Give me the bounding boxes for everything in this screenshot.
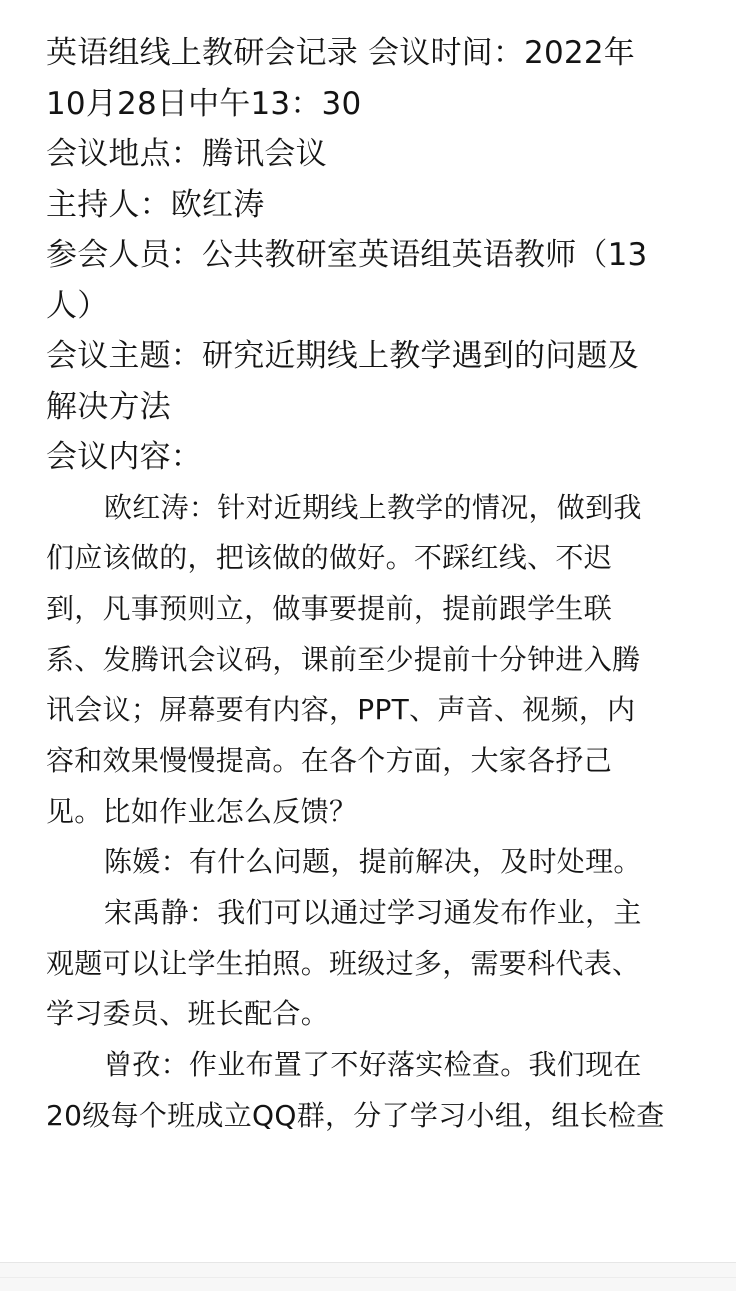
paragraph-line: 容和效果慢慢提高。在各个方面，大家各抒己: [46, 743, 613, 777]
meeting-time-line: 10月28日中午13：30: [46, 85, 362, 122]
meeting-content-heading: 会议内容：: [46, 439, 202, 475]
paragraph-line: 到，凡事预则立，做事要提前，提前跟学生联: [46, 591, 613, 625]
bottom-divider-area: [0, 1262, 736, 1291]
paragraph-line: 宋禹静：我们可以通过学习通发布作业，主: [104, 896, 642, 929]
paragraph-line: 系、发腾讯会议码，课前至少提前十分钟进入腾: [46, 642, 641, 676]
meeting-topic-line-cont: 解决方法: [46, 388, 171, 425]
paragraph-line: 观题可以让学生拍照。班级过多，需要科代表、: [46, 946, 641, 980]
paragraph-line: 欧红涛：针对近期线上教学的情况，做到我: [104, 490, 642, 524]
paragraph-line: 曾孜：作业布置了不好落实检查。我们现在: [104, 1048, 642, 1082]
attendees-line: 参会人员：公共教研室英语组英语教师（13: [46, 237, 648, 273]
attendees-line-cont: 人）: [46, 287, 109, 324]
host-line: 主持人：欧红涛: [46, 186, 265, 223]
paragraph-line: 讯会议；屏幕要有内容，PPT、声音、视频，内: [46, 693, 636, 727]
paragraph-line: 见。比如作业怎么反馈？: [46, 794, 358, 828]
meeting-location-line: 会议地点：腾讯会议: [46, 136, 327, 172]
paragraph-line: 陈媛：有什么问题，提前解决，及时处理。: [104, 845, 642, 879]
paragraph-line: 们应该做的，把该做的做好。不踩红线、不迟: [46, 541, 613, 575]
bottom-divider: [0, 1277, 736, 1278]
paragraph-line: 学习委员、班长配合。: [46, 997, 330, 1031]
doc-title-line: 英语组线上教研会记录 会议时间：2022年: [46, 35, 635, 71]
meeting-topic-line: 会议主题：研究近期线上教学遇到的问题及: [46, 338, 639, 374]
document-body: [46, 28, 710, 1141]
paragraph-line: 20级每个班成立QQ群，分了学习小组，组长检查: [46, 1098, 665, 1132]
